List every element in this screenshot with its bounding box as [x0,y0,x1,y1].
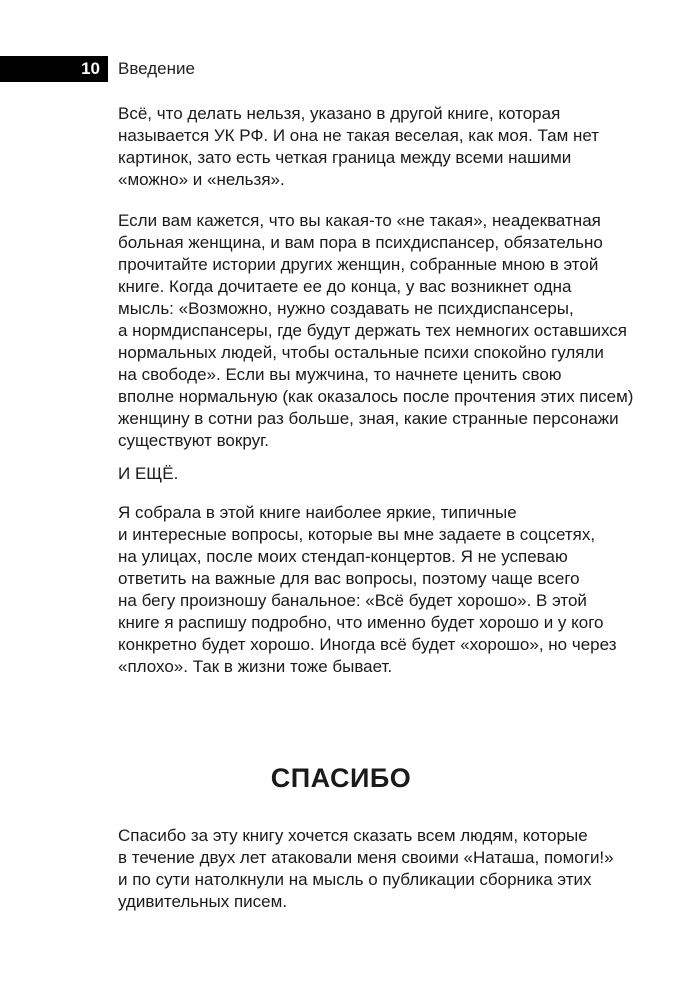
text-line: нормальных людей, чтобы остальные психи спокойно гуляли [118,343,604,362]
text-line: удивительных писем. [118,892,288,911]
text-line: книге я распишу подробно, что именно будет хорошо и у кого [118,613,604,632]
paragraph-4 [118,502,618,678]
paragraph-1 [118,103,618,191]
thanks-heading: СПАСИБО [270,763,412,793]
text-line: Я собрала в этой книге наиболее яркие, типичные [118,503,517,522]
text-line: на улицах, после моих стендап-концертов. Я не успеваю [118,547,568,566]
text-line: «плохо». Так в жизни тоже бывает. [118,657,393,676]
page-number: 10 [81,59,100,78]
page-number-box [0,56,108,82]
paragraph-3 [118,463,618,485]
text-line: называется УК РФ. И она не такая веселая, как моя. Там нет [118,126,600,145]
text-line: ответить на важные для вас вопросы, поэтому чаще всего [118,569,580,588]
text-line: мысль: «Возможно, нужно создавать не психдиспансеры, [118,299,574,318]
text-line: книге. Когда дочитаете ее до конца, у вас возникнет одна [118,277,572,296]
text-line: в течение двух лет атаковали меня своими «Наташа, помоги!» [118,848,614,867]
text-line: картинок, зато есть четкая граница между всеми нашими [118,148,572,167]
text-line: существуют вокруг. [118,431,269,450]
text-line: на свободе». Если вы мужчина, то начнете ценить свою [118,365,562,384]
paragraph-2 [118,210,634,452]
text-line: И ЕЩЁ. [118,464,179,483]
text-line: «можно» и «нельзя». [118,170,285,189]
running-header [0,56,195,82]
thanks-paragraph [118,825,618,913]
text-line: а нормдиспансеры, где будут держать тех немногих оставшихся [118,321,627,340]
text-line: прочитайте истории других женщин, собранные мною в этой [118,255,599,274]
text-line: Спасибо за эту книгу хочется сказать всем людям, которые [118,826,588,845]
text-line: на бегу произношу банальное: «Всё будет хорошо». В этой [118,591,587,610]
text-line: и интересные вопросы, которые вы мне задаете в соцсетях, [118,525,596,544]
text-line: больная женщина, и вам пора в психдиспансер, обязательно [118,233,603,252]
text-line: Если вам кажется, что вы какая-то «не такая», неадекватная [118,211,601,230]
text-line: вполне нормальную (как оказалось после прочтения этих писем) [118,387,634,406]
text-line: конкретно будет хорошо. Иногда всё будет «хорошо», но через [118,635,617,654]
text-line: Всё, что делать нельзя, указано в другой книге, которая [118,104,561,123]
section-title: Введение [118,59,195,78]
text-line: и по сути натолкнули на мысль о публикации сборника этих [118,870,592,889]
text-line: женщину в сотни раз больше, зная, какие странные персонажи [118,409,619,428]
